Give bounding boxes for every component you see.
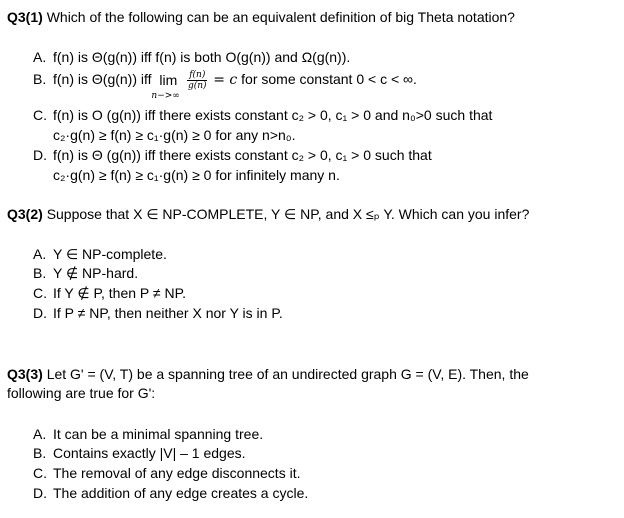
option-text: Y ∈ NP-complete. <box>53 246 167 262</box>
option-text: f(n) is Θ (g(n)) iff there exists constant c₂ > 0, c₁ > 0 such that <box>53 147 432 163</box>
option-letter: D. <box>33 485 47 501</box>
option-text: f(n) is Θ(g(n)) iff f(n) is both O(g(n)) and Ω(g(n)). <box>53 49 351 65</box>
option-letter: C. <box>33 465 47 481</box>
question-text: Let G' = (V, T) be a spanning tree of an undirected graph G = (V, E). Then, the <box>46 366 529 382</box>
limit-word: lim <box>159 72 178 88</box>
limit-subscript: n−>∞ <box>151 91 180 101</box>
option-letter: B. <box>33 265 47 281</box>
option-letter: C. <box>33 285 47 301</box>
q3-option-a <box>33 425 263 443</box>
question-number: Q3(3) <box>7 366 43 382</box>
option-letter: A. <box>33 246 47 262</box>
option-text: If Y ∉ P, then P ≠ NP. <box>53 285 187 301</box>
option-text: f(n) is Θ(g(n)) iff <box>53 71 152 88</box>
question-text: Suppose that X ∈ NP-COMPLETE, Y ∈ NP, and X ≤ₚ Y. Which can you infer? <box>46 206 530 222</box>
option-text: f(n) is O (g(n)) iff there exists constant c₂ > 0, c₁ > 0 and n₀>0 such that <box>53 107 493 123</box>
q2-option-d <box>33 304 283 322</box>
option-text: Y ∉ NP-hard. <box>53 265 139 281</box>
question-2-heading <box>7 205 529 223</box>
option-letter: D. <box>33 305 47 321</box>
q1-option-d <box>33 146 432 164</box>
q2-option-b <box>33 264 138 282</box>
option-text: It can be a minimal spanning tree. <box>53 426 264 442</box>
q1-option-d-line2: c₂·g(n) ≥ f(n) ≥ c₁·g(n) ≥ 0 for infinitely many n. <box>53 167 340 183</box>
question-number: Q3(1) <box>7 9 43 25</box>
question-number: Q3(2) <box>7 206 43 222</box>
q2-option-c <box>33 284 186 302</box>
option-text: Contains exactly |V| – 1 edges. <box>53 445 246 461</box>
option-letter: C. <box>33 107 47 123</box>
q1-option-c <box>33 106 492 124</box>
q1-option-c-line2: c₂·g(n) ≥ f(n) ≥ c₁·g(n) ≥ 0 for any n>n₀. <box>53 127 296 143</box>
q2-option-a <box>33 245 167 263</box>
question-3-text-line2: following are true for G': <box>7 385 156 401</box>
option-letter: B. <box>33 71 47 88</box>
question-3-heading <box>7 365 529 383</box>
question-1-heading <box>7 8 515 26</box>
q1-option-b <box>33 70 417 101</box>
fraction-numerator: f(n) <box>189 70 206 80</box>
q1-option-a <box>33 48 350 66</box>
option-letter: A. <box>33 49 47 65</box>
q3-option-d <box>33 484 308 502</box>
q3-option-c <box>33 464 300 482</box>
option-letter: A. <box>33 426 47 442</box>
question-text: Which of the following can be an equivalent definition of big Theta notation? <box>46 9 515 25</box>
option-text-tail: for some constant 0 < c < ∞. <box>241 71 417 88</box>
equals-c: = c <box>213 72 238 89</box>
q3-option-b <box>33 444 246 462</box>
option-text: The removal of any edge disconnects it. <box>53 465 301 481</box>
option-text: If P ≠ NP, then neither X nor Y is in P. <box>53 305 283 321</box>
option-letter: D. <box>33 147 47 163</box>
fraction <box>187 70 207 91</box>
option-text: The addition of any edge creates a cycle. <box>53 485 309 501</box>
fraction-denominator: g(n) <box>187 81 207 91</box>
option-letter: B. <box>33 445 47 461</box>
limit-expression <box>151 71 180 101</box>
